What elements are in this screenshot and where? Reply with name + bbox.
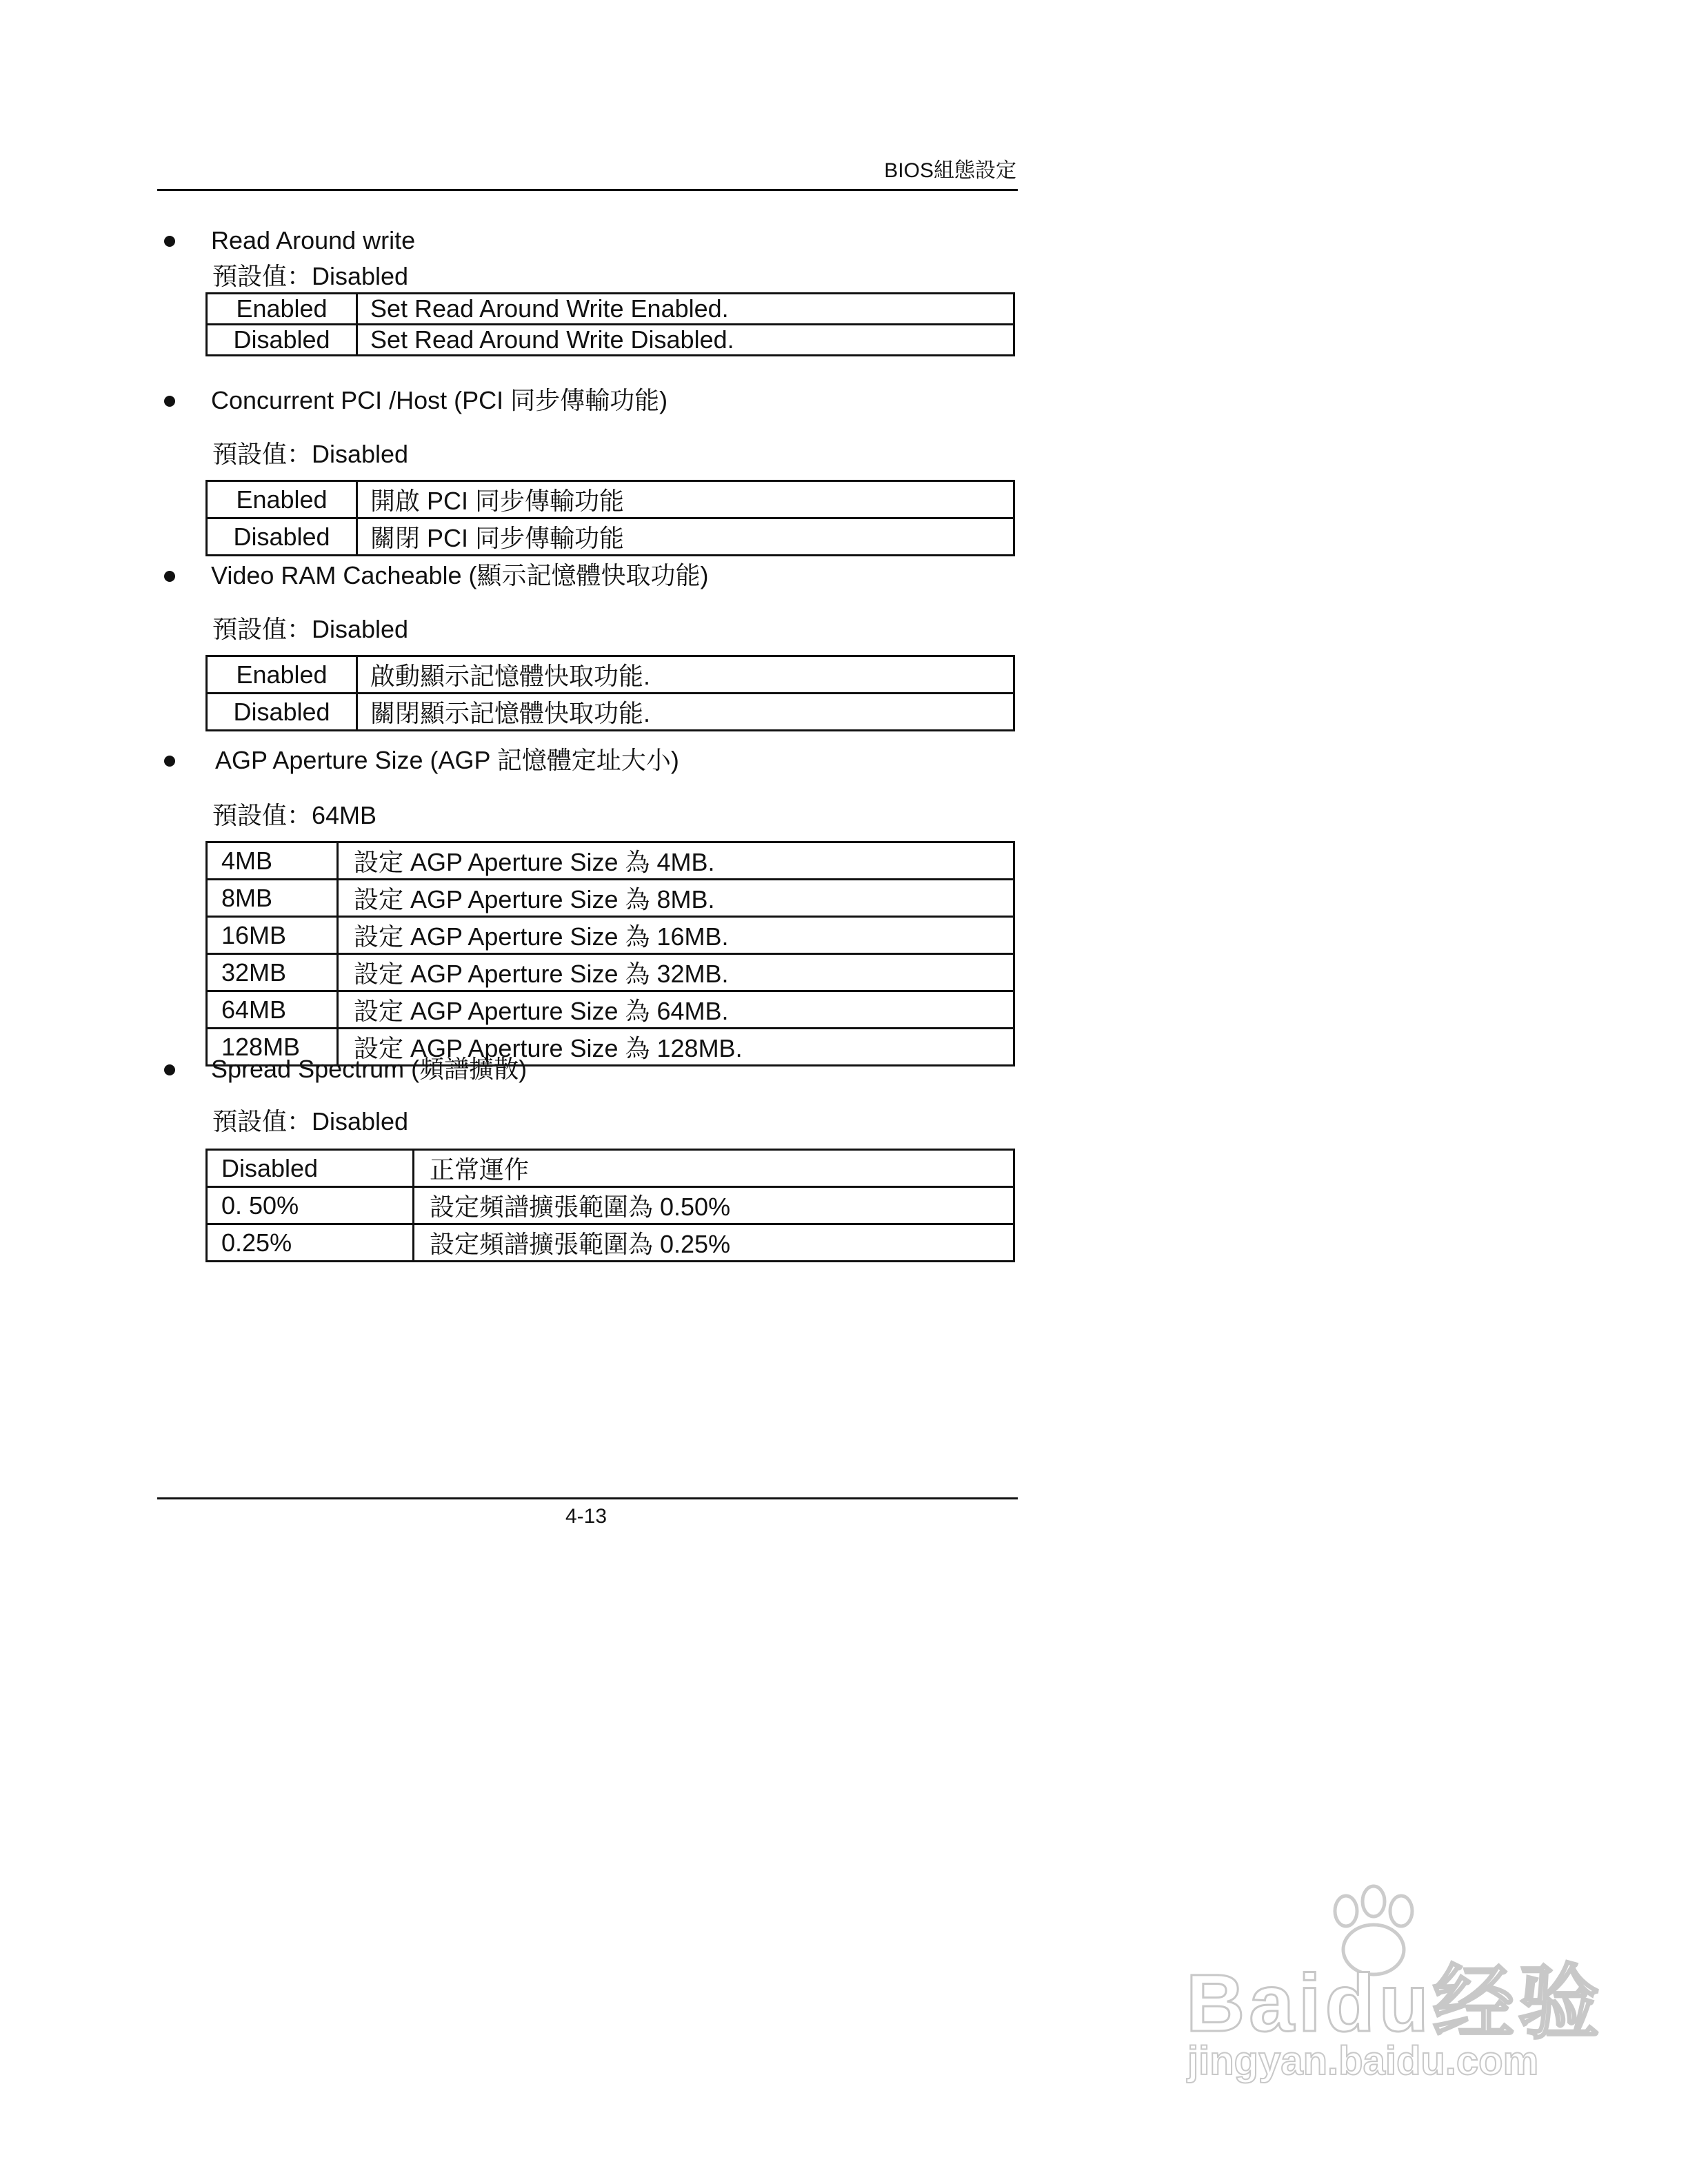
option-value: Disabled — [207, 694, 357, 731]
setting-title: Read Around write — [211, 226, 416, 254]
table-row — [207, 1224, 1014, 1262]
option-description: 設定頻譜擴張範圍為 0.25% — [414, 1224, 1014, 1262]
setting-title: Concurrent PCI /Host (PCI 同步傳輸功能) — [211, 386, 668, 414]
option-value: Enabled — [207, 481, 357, 518]
option-value: Disabled — [207, 518, 357, 556]
options-table — [205, 1149, 1015, 1262]
baidu-watermark — [1180, 1910, 1604, 2089]
setting-read-around-write — [157, 223, 1021, 356]
options-table — [205, 480, 1015, 556]
option-description: Set Read Around Write Disabled. — [357, 325, 1014, 356]
option-description: 設定頻譜擴張範圍為 0.50% — [414, 1187, 1014, 1224]
option-description: 設定 AGP Aperture Size 為 32MB. — [338, 954, 1014, 991]
options-table — [205, 841, 1015, 1066]
default-value: 預設值：64MB — [212, 801, 377, 829]
option-value: Disabled — [207, 325, 357, 356]
option-value: 0.25% — [207, 1224, 414, 1262]
table-row — [207, 294, 1014, 325]
option-description: Set Read Around Write Enabled. — [357, 294, 1014, 325]
option-description: 設定 AGP Aperture Size 為 4MB. — [338, 842, 1014, 880]
setting-video-ram-cacheable — [157, 558, 1021, 731]
default-value: 預設值：Disabled — [212, 262, 409, 290]
option-value: 4MB — [207, 842, 338, 880]
table-row — [207, 991, 1014, 1029]
watermark-url: jingyan.baidu.com — [1187, 2039, 1539, 2083]
setting-concurrent-pci-host — [157, 383, 1021, 556]
table-row — [207, 917, 1014, 954]
option-value: 16MB — [207, 917, 338, 954]
table-row — [207, 880, 1014, 917]
table-row — [207, 842, 1014, 880]
option-value: 128MB — [207, 1029, 338, 1066]
header-rule — [157, 189, 1018, 191]
option-value: 32MB — [207, 954, 338, 991]
option-value: 8MB — [207, 880, 338, 917]
table-row — [207, 656, 1014, 694]
setting-title: Spread Spectrum (頻譜擴散) — [211, 1055, 528, 1083]
table-row — [207, 325, 1014, 356]
option-description: 設定 AGP Aperture Size 為 8MB. — [338, 880, 1014, 917]
table-row — [207, 1187, 1014, 1224]
option-value: Disabled — [207, 1150, 414, 1187]
option-description: 正常運作 — [414, 1150, 1014, 1187]
option-description: 關閉顯示記憶體快取功能. — [357, 694, 1014, 731]
table-row — [207, 954, 1014, 991]
option-value: 64MB — [207, 991, 338, 1029]
default-value: 預設值：Disabled — [212, 615, 409, 643]
page-number: 4-13 — [565, 1505, 607, 1528]
options-table — [205, 292, 1015, 356]
setting-agp-aperture-size — [157, 743, 1021, 1066]
option-description: 關閉 PCI 同步傳輸功能 — [357, 518, 1014, 556]
bullet-icon — [164, 396, 175, 407]
bullet-icon — [164, 1064, 175, 1075]
option-value: Enabled — [207, 294, 357, 325]
setting-title: Video RAM Cacheable (顯示記憶體快取功能) — [211, 561, 709, 589]
options-table — [205, 655, 1015, 731]
table-row — [207, 694, 1014, 731]
default-value: 預設值：Disabled — [212, 1107, 409, 1135]
option-description: 設定 AGP Aperture Size 為 128MB. — [338, 1029, 1014, 1066]
option-description: 設定 AGP Aperture Size 為 64MB. — [338, 991, 1014, 1029]
option-value: 0. 50% — [207, 1187, 414, 1224]
watermark-brand: Baidu经验 — [1186, 1958, 1604, 2049]
table-row — [207, 1150, 1014, 1187]
option-description: 啟動顯示記憶體快取功能. — [357, 656, 1014, 694]
default-value: 預設值：Disabled — [212, 440, 409, 468]
option-description: 設定 AGP Aperture Size 為 16MB. — [338, 917, 1014, 954]
bullet-icon — [164, 571, 175, 582]
setting-spread-spectrum — [157, 1052, 1021, 1262]
table-row — [207, 481, 1014, 518]
table-row — [207, 518, 1014, 556]
setting-title: AGP Aperture Size (AGP 記憶體定址大小) — [215, 746, 679, 774]
bullet-icon — [164, 756, 175, 767]
option-value: Enabled — [207, 656, 357, 694]
running-header: BIOS組態設定 — [884, 159, 1016, 182]
footer-rule — [157, 1497, 1018, 1499]
bullet-icon — [164, 236, 175, 247]
option-description: 開啟 PCI 同步傳輸功能 — [357, 481, 1014, 518]
